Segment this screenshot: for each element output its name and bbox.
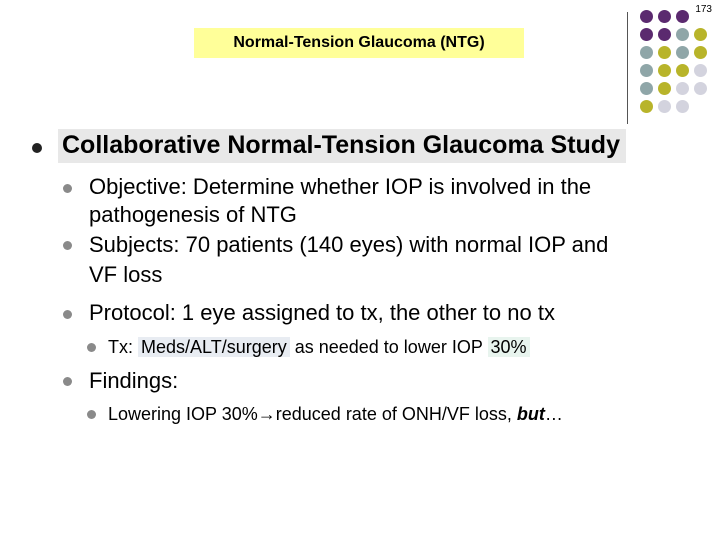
tx-treatments: Meds/ALT/surgery <box>138 337 290 357</box>
decor-dot <box>676 64 689 77</box>
subjects-line-1: Subjects: 70 patients (140 eyes) with normal IOP and <box>89 232 609 257</box>
objective-line-2: pathogenesis of NTG <box>89 202 297 227</box>
findings-label: Findings: <box>89 368 179 393</box>
finding-part2: reduced rate of ONH/VF loss, <box>275 404 517 424</box>
decorative-dot-grid <box>638 10 720 122</box>
tx-middle: as needed to lower IOP <box>289 337 488 357</box>
decor-dot <box>640 64 653 77</box>
decor-dot <box>658 46 671 59</box>
finding-emphasis: but <box>516 404 545 424</box>
bullet-dot <box>87 410 96 419</box>
decor-dot <box>676 82 689 95</box>
objective-line-1: Objective: Determine whether IOP is involved in the <box>89 174 592 199</box>
decor-dot <box>640 28 653 41</box>
right-arrow-icon: → <box>257 404 276 424</box>
bullet-dot <box>63 184 72 193</box>
subjects-line-2: VF loss <box>89 262 163 287</box>
decor-dot <box>676 100 689 113</box>
decor-dot <box>640 10 653 23</box>
tx-line <box>108 335 530 359</box>
protocol-line: Protocol: 1 eye assigned to tx, the other to no tx <box>89 300 555 325</box>
decor-dot <box>640 100 653 113</box>
slide-title: Normal-Tension Glaucoma (NTG) <box>194 28 524 58</box>
decor-dot <box>694 46 707 59</box>
decor-dot <box>694 64 707 77</box>
decor-dot <box>694 82 707 95</box>
tx-percent: 30% <box>488 337 530 357</box>
finding-line <box>108 402 563 426</box>
decor-dot <box>658 10 671 23</box>
bullet-dot <box>87 343 96 352</box>
finding-ellipsis: … <box>544 404 563 424</box>
decor-dot <box>658 82 671 95</box>
decor-dot <box>640 46 653 59</box>
decor-dot <box>658 100 671 113</box>
vertical-divider <box>627 12 628 124</box>
decor-dot <box>694 28 707 41</box>
slide-number: 173 <box>695 4 712 15</box>
decor-dot <box>676 10 689 23</box>
decor-dot <box>676 46 689 59</box>
study-heading: Collaborative Normal-Tension Glaucoma Study <box>58 129 626 163</box>
bullet-dot <box>32 143 42 153</box>
bullet-dot <box>63 241 72 250</box>
bullet-dot <box>63 377 72 386</box>
decor-dot <box>658 64 671 77</box>
decor-dot <box>640 82 653 95</box>
decor-dot <box>658 28 671 41</box>
decor-dot <box>676 28 689 41</box>
bullet-dot <box>63 310 72 319</box>
tx-prefix: Tx: <box>108 337 138 357</box>
finding-part1: Lowering IOP 30% <box>108 404 258 424</box>
